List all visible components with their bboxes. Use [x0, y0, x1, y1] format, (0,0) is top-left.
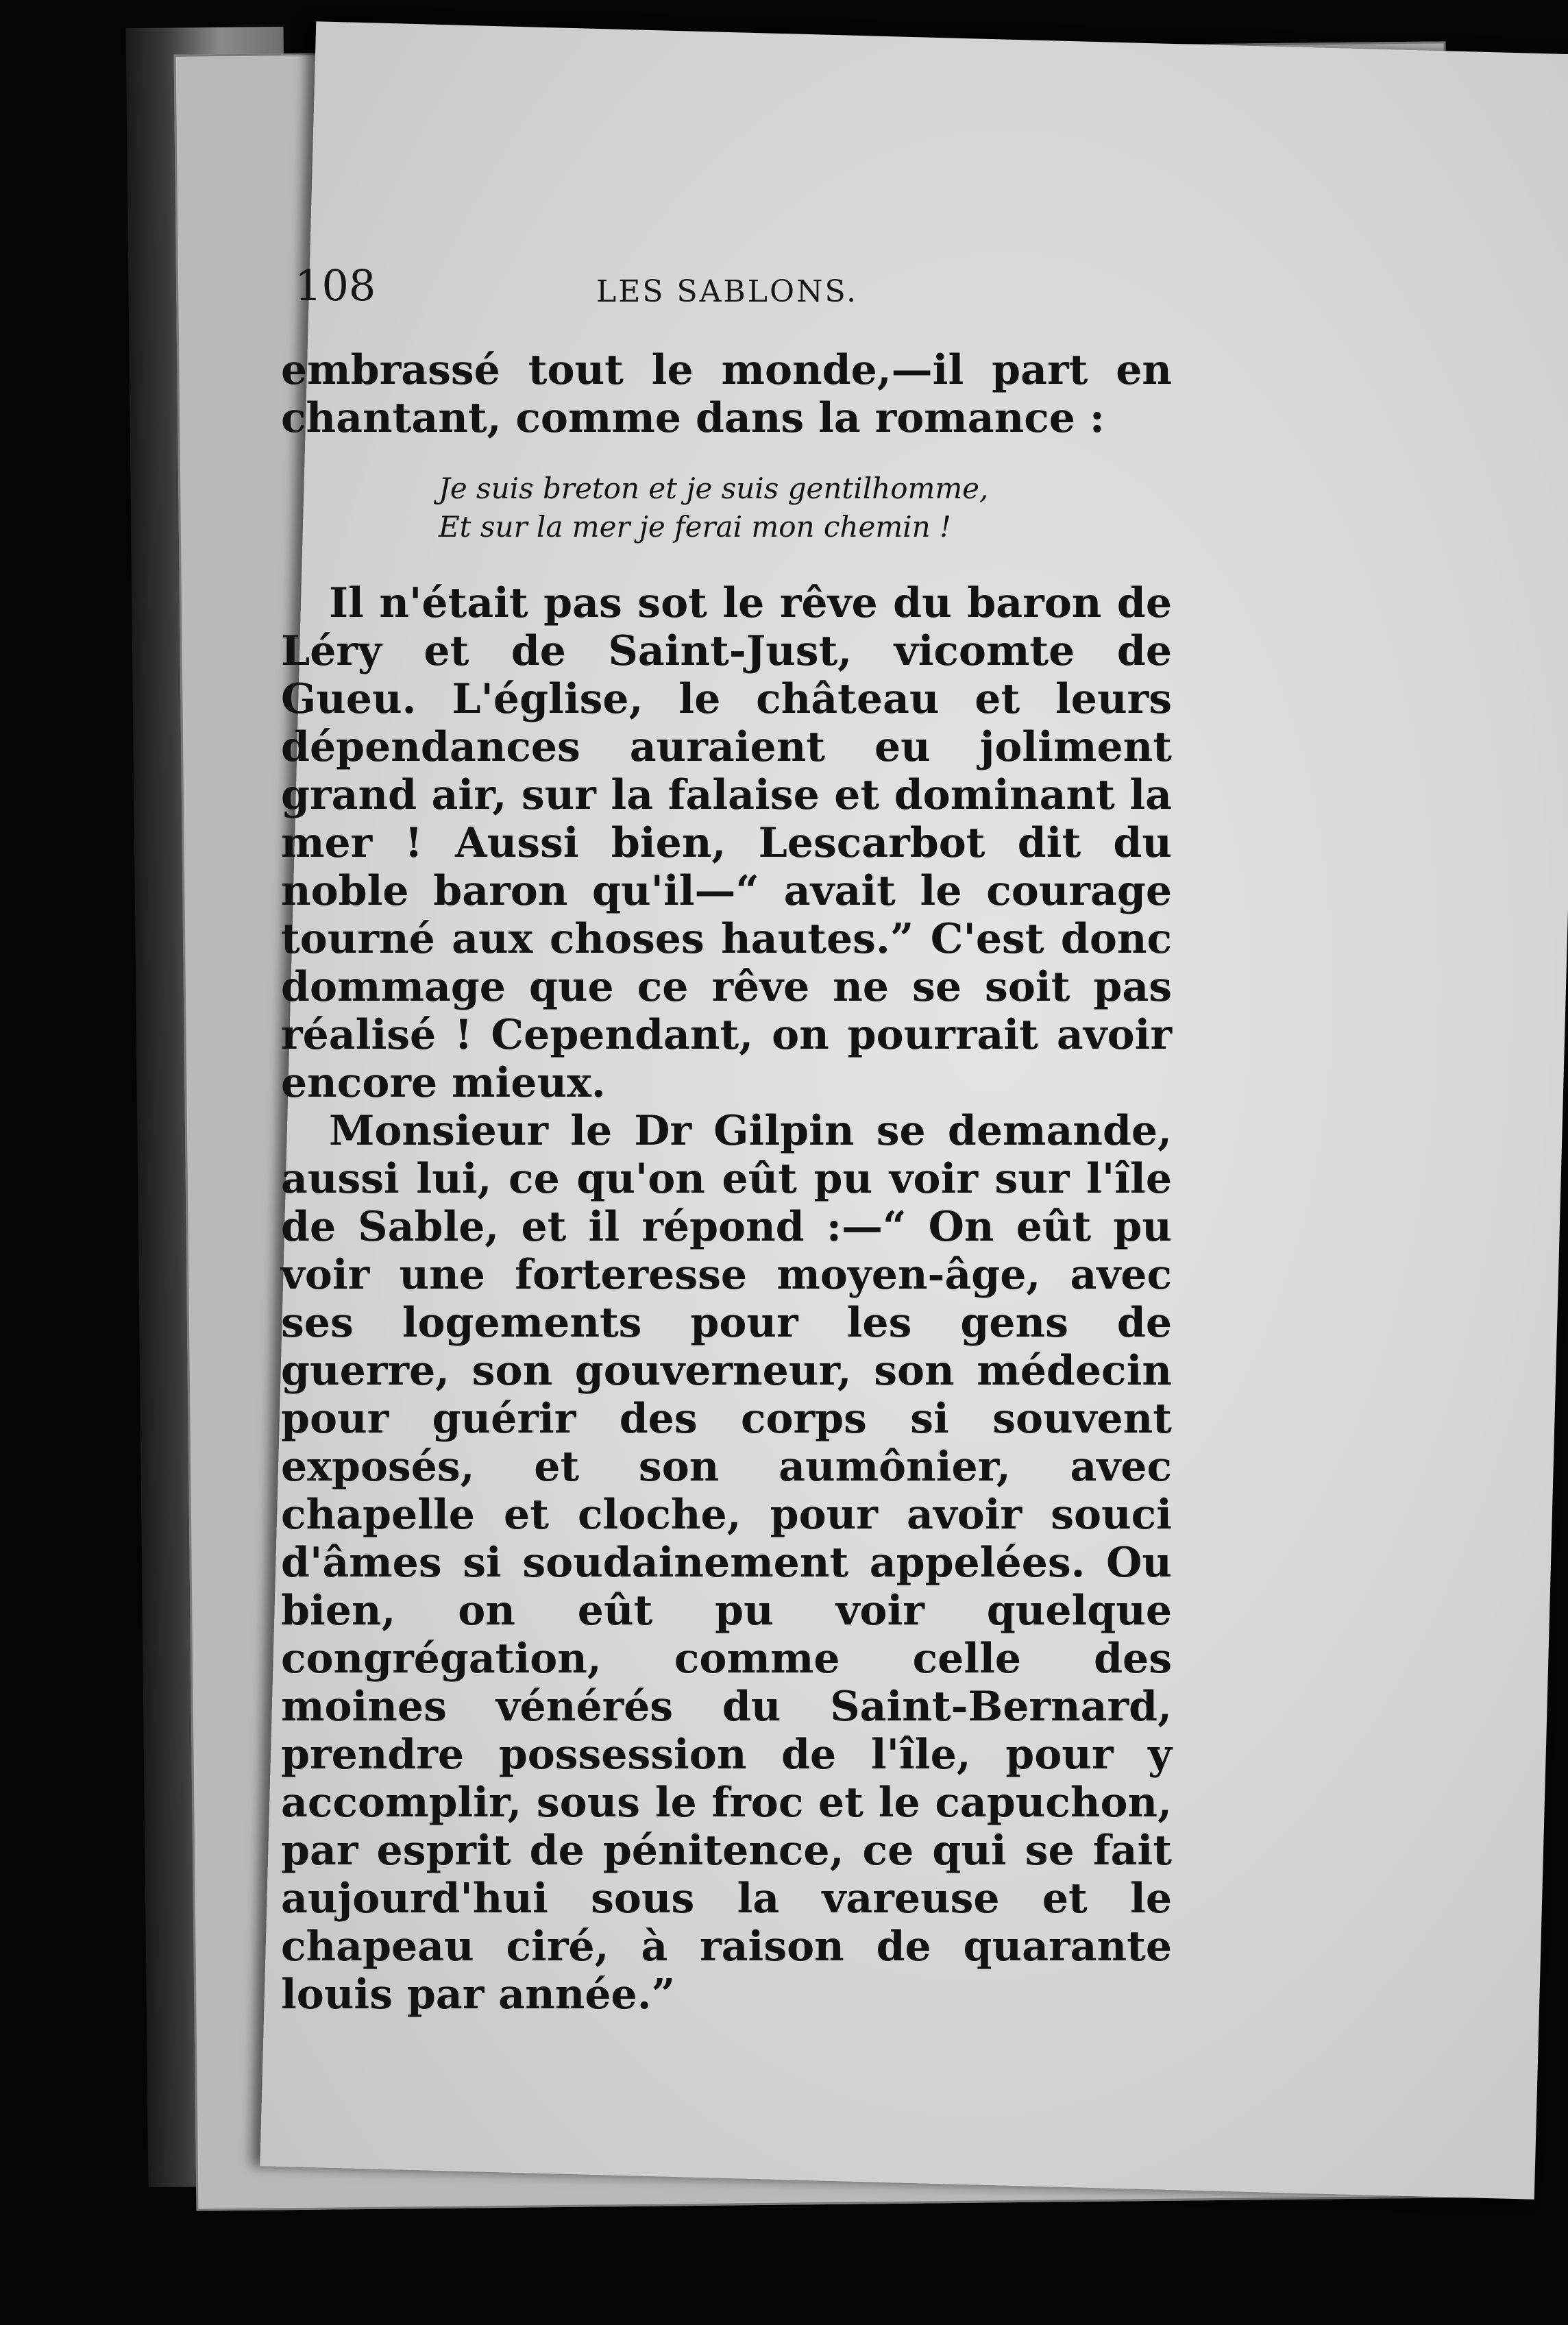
page-number: 108 — [295, 260, 376, 311]
verse-line-1: Je suis breton et je suis gentilhomme, — [439, 472, 989, 505]
text-block — [281, 346, 1172, 2019]
verse-line-2: Et sur la mer je ferai mon chemin ! — [439, 510, 951, 544]
verse-quote — [439, 470, 1172, 546]
paragraph-1: Il n'était pas sot le rêve du baron de Léry et de Saint-Just, vicomte de Gueu. L'église, le château et leurs dépendances auraient eu joliment grand air, sur la falaise et dominant la mer ! Aussi bien, Lescarbot dit du noble baron qu'il—“ avait le courage tourné aux choses hautes.” C'est donc dommage que ce rêve ne se soit pas réalisé ! Cependant, on pourrait avoir encore mieux. — [281, 579, 1172, 1107]
paragraph-2: Monsieur le Dr Gilpin se demande, aussi lui, ce qu'on eût pu voir sur l'île de Sable, et il répond :—“ On eût pu voir une forteresse moyen-âge, avec ses logements pour les gens de guerre, son gouverneur, son médecin pour guérir des corps si souvent exposés, et son aumônier, avec chapelle et cloche, pour avoir souci d'âmes si soudainement appelées. Ou bien, on eût pu voir quelque congrégation, comme celle des moines vénérés du Saint-Bernard, prendre possession de l'île, pour y accomplir, sous le froc et le capuchon, par esprit de pénitence, ce qui se fait aujourd'hui sous la vareuse et le chapeau ciré, à raison de quarante louis par année.” — [281, 1107, 1172, 2019]
running-head — [295, 260, 1186, 322]
running-title: LES SABLONS. — [596, 274, 859, 309]
opening-paragraph: embrassé tout le monde,—il part en chantant, comme dans la romance : — [281, 346, 1172, 442]
